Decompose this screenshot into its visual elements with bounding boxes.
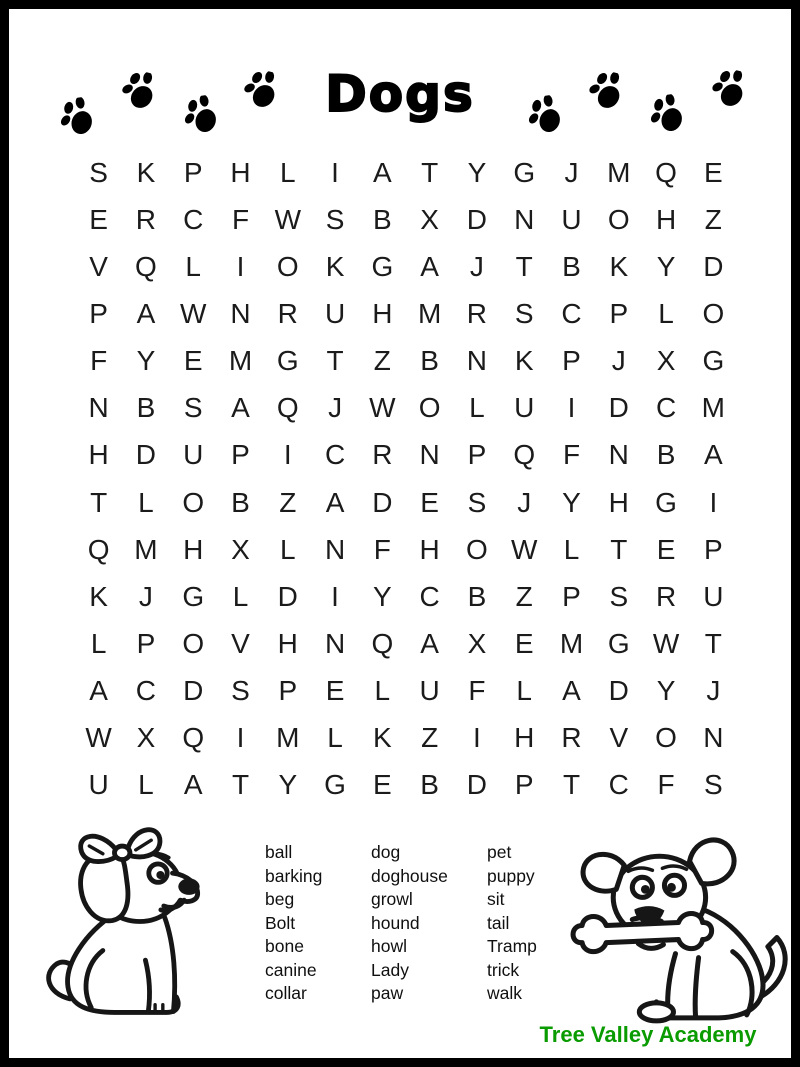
grid-letter: M <box>607 156 631 188</box>
grid-letter: Q <box>276 392 299 424</box>
grid-letter: T <box>704 627 722 659</box>
grid-letter: S <box>609 580 629 612</box>
grid-letter: H <box>655 203 677 235</box>
grid-letter: B <box>562 250 581 282</box>
grid-letter: C <box>183 203 204 235</box>
grid-letter: F <box>231 203 250 235</box>
grid-letter: P <box>89 297 108 329</box>
grid-letter: W <box>652 627 680 659</box>
grid-letter: I <box>331 156 339 188</box>
grid-letter: H <box>608 486 629 518</box>
word-list-item: walk <box>487 983 523 1003</box>
grid-letter: Z <box>421 722 439 754</box>
grid-letter: G <box>276 345 299 377</box>
grid-letter: U <box>419 675 440 707</box>
grid-letter: S <box>231 675 250 707</box>
grid-letter: R <box>561 722 582 754</box>
grid-letter: H <box>514 722 535 754</box>
grid-letter: A <box>704 439 723 471</box>
grid-letter: H <box>372 297 393 329</box>
grid-letter: K <box>325 250 345 282</box>
grid-letter: S <box>325 203 345 235</box>
grid-letter: P <box>231 439 250 471</box>
grid-letter: L <box>138 486 154 518</box>
grid-letter: J <box>611 345 626 377</box>
grid-letter: X <box>467 627 487 659</box>
grid-letter: O <box>702 297 725 329</box>
grid-letter: O <box>607 203 630 235</box>
word-list-item: pet <box>487 842 512 862</box>
grid-letter: I <box>236 722 245 754</box>
word-list-item: Bolt <box>265 912 296 933</box>
word-list-item: barking <box>265 865 323 886</box>
grid-letter: T <box>515 250 533 282</box>
grid-letter: E <box>656 533 676 565</box>
grid-letter: F <box>657 769 675 801</box>
grid-letter: F <box>468 675 486 707</box>
grid-letter: G <box>324 769 346 801</box>
grid-letter: L <box>138 769 154 801</box>
grid-letter: D <box>703 250 724 282</box>
grid-letter: X <box>136 722 156 754</box>
grid-letter: Q <box>655 156 677 188</box>
grid-letter: A <box>325 486 345 518</box>
word-list-item: bone <box>265 936 304 956</box>
grid-letter: B <box>420 769 439 801</box>
grid-letter: C <box>561 297 582 329</box>
grid-letter: K <box>514 345 534 377</box>
grid-letter: Q <box>87 533 110 565</box>
grid-letter: A <box>183 769 203 801</box>
grid-letter: D <box>466 769 488 801</box>
grid-letter: K <box>136 156 156 188</box>
grid-letter: Q <box>135 250 157 282</box>
grid-letter: H <box>277 627 298 659</box>
grid-letter: D <box>135 439 157 471</box>
grid-letter: E <box>183 345 203 377</box>
grid-letter: L <box>563 533 580 565</box>
word-list-item: hound <box>371 912 420 933</box>
grid-letter: U <box>324 297 346 329</box>
grid-letter: W <box>510 533 538 565</box>
grid-letter: A <box>420 250 439 282</box>
grid-letter: G <box>702 345 725 377</box>
grid-letter: L <box>374 675 391 707</box>
grid-letter: L <box>185 250 201 282</box>
grid-letter: C <box>419 580 440 612</box>
grid-letter: K <box>89 580 108 612</box>
grid-letter: S <box>183 392 203 424</box>
grid-letter: P <box>467 439 487 471</box>
word-list-item: doghouse <box>371 865 448 886</box>
grid-letter: S <box>89 156 108 188</box>
grid-letter: I <box>709 486 718 518</box>
grid-letter: D <box>183 675 204 707</box>
word-list-item: trick <box>487 959 520 980</box>
grid-letter: R <box>135 203 157 235</box>
word-list-item: puppy <box>487 865 535 886</box>
grid-letter: N <box>88 392 109 424</box>
grid-letter: E <box>514 627 534 659</box>
grid-letter: I <box>331 580 339 612</box>
grid-letter: B <box>373 203 392 235</box>
grid-letter: N <box>466 345 488 377</box>
grid-letter: P <box>278 675 298 707</box>
grid-letter: V <box>609 722 629 754</box>
grid-letter: T <box>421 156 439 188</box>
grid-letter: O <box>276 250 299 282</box>
grid-letter: I <box>236 250 245 282</box>
grid-letter: A <box>373 156 392 188</box>
grid-letter: O <box>655 722 677 754</box>
grid-letter: M <box>559 627 584 659</box>
grid-letter: E <box>89 203 108 235</box>
grid-letter: E <box>325 675 345 707</box>
grid-letter: X <box>231 533 250 565</box>
grid-letter: C <box>135 675 157 707</box>
grid-letter: J <box>138 580 153 612</box>
grid-letter: P <box>562 345 581 377</box>
grid-letter: K <box>609 250 629 282</box>
grid-letter: L <box>279 156 296 188</box>
grid-letter: H <box>230 156 251 188</box>
grid-letter: B <box>467 580 487 612</box>
word-list-column <box>371 841 448 1006</box>
grid-letter: J <box>469 250 484 282</box>
grid-letter: L <box>469 392 485 424</box>
word-list-item: beg <box>265 889 295 909</box>
grid-letter: P <box>183 156 203 188</box>
grid-letter: C <box>655 392 677 424</box>
grid-letter: A <box>231 392 250 424</box>
grid-letter: B <box>420 345 439 377</box>
grid-letter: P <box>609 297 629 329</box>
word-list-item: ball <box>265 842 293 862</box>
grid-letter: H <box>183 533 204 565</box>
grid-letter: G <box>371 250 394 282</box>
grid-letter: R <box>466 297 488 329</box>
grid-letter: O <box>418 392 441 424</box>
grid-letter: H <box>419 533 440 565</box>
grid-letter: T <box>326 345 344 377</box>
grid-letter: U <box>88 769 109 801</box>
grid-letter: J <box>706 675 721 707</box>
grid-letter: Q <box>182 722 205 754</box>
grid-letter: Z <box>373 345 391 377</box>
grid-letter: F <box>90 345 108 377</box>
puppy-with-bow-illustration <box>29 817 227 1025</box>
grid-letter: G <box>513 156 536 188</box>
grid-letter: C <box>324 439 346 471</box>
grid-letter: T <box>231 769 250 801</box>
grid-letter: U <box>703 580 724 612</box>
grid-letter: V <box>231 627 250 659</box>
grid-letter: K <box>373 722 392 754</box>
grid-letter: S <box>704 769 723 801</box>
grid-letter: L <box>327 722 343 754</box>
word-list-item: dog <box>371 842 401 862</box>
puppy-with-bone-illustration <box>562 815 798 1031</box>
grid-letter: D <box>608 392 629 424</box>
grid-letter: F <box>562 439 581 471</box>
grid-letter: P <box>704 533 723 565</box>
word-list-item: sit <box>487 889 505 909</box>
grid-letter: Y <box>278 769 298 801</box>
grid-letter: D <box>372 486 393 518</box>
grid-letter: M <box>701 392 725 424</box>
grid-letter: S <box>514 297 534 329</box>
grid-letter: M <box>417 297 442 329</box>
grid-letter: L <box>516 675 532 707</box>
grid-letter: L <box>232 580 249 612</box>
grid-letter: N <box>608 439 629 471</box>
page-title: Dogs <box>325 65 475 123</box>
grid-letter: W <box>369 392 396 424</box>
word-list-item: Lady <box>371 959 409 980</box>
grid-letter: R <box>277 297 298 329</box>
credit-text: Tree Valley Academy <box>539 1022 757 1047</box>
grid-letter: X <box>656 345 676 377</box>
grid-letter: A <box>420 627 439 659</box>
grid-letter: Z <box>515 580 533 612</box>
grid-letter: Y <box>373 580 392 612</box>
grid-letter: A <box>136 297 156 329</box>
grid-letter: N <box>230 297 251 329</box>
grid-letter: N <box>703 722 724 754</box>
grid-letter: P <box>514 769 534 801</box>
grid-letter: N <box>324 627 346 659</box>
grid-letter: M <box>228 345 253 377</box>
grid-letter: I <box>567 392 576 424</box>
grid-letter: N <box>514 203 535 235</box>
grid-letter: G <box>655 486 677 518</box>
grid-letter: I <box>473 722 481 754</box>
grid-letter: D <box>608 675 629 707</box>
grid-letter: W <box>179 297 207 329</box>
grid-letter: U <box>561 203 582 235</box>
grid-letter: U <box>183 439 204 471</box>
grid-letter: J <box>328 392 343 424</box>
word-list-item: collar <box>265 983 307 1003</box>
grid-letter: S <box>467 486 487 518</box>
grid-letter: P <box>562 580 581 612</box>
word-list-item: growl <box>371 889 413 909</box>
grid-letter: W <box>85 722 112 754</box>
grid-letter: M <box>276 722 300 754</box>
grid-letter: Y <box>562 486 581 518</box>
grid-letter: F <box>373 533 391 565</box>
grid-letter: Y <box>467 156 487 188</box>
grid-letter: O <box>466 533 488 565</box>
grid-letter: X <box>420 203 439 235</box>
grid-letter: N <box>419 439 440 471</box>
grid-letter: U <box>514 392 535 424</box>
grid-letter: L <box>279 533 296 565</box>
grid-letter: P <box>136 627 156 659</box>
grid-letter: O <box>182 486 205 518</box>
grid-letter: J <box>564 156 579 188</box>
grid-letter: Y <box>656 250 676 282</box>
grid-letter: Q <box>513 439 536 471</box>
grid-letter: A <box>562 675 581 707</box>
word-list-column <box>487 841 537 1006</box>
grid-letter: Q <box>371 627 394 659</box>
word-list-item: Tramp <box>487 936 537 956</box>
grid-letter: H <box>88 439 109 471</box>
grid-letter: D <box>277 580 298 612</box>
grid-letter: Z <box>279 486 297 518</box>
grid-letter: E <box>704 156 723 188</box>
grid-letter: I <box>283 439 292 471</box>
word-list-column <box>265 841 322 1006</box>
grid-letter: M <box>134 533 158 565</box>
grid-letter: L <box>658 297 674 329</box>
grid-letter: B <box>656 439 676 471</box>
grid-letter: J <box>517 486 532 518</box>
grid-letter: Y <box>136 345 156 377</box>
grid-letter: Z <box>704 203 722 235</box>
grid-letter: T <box>562 769 581 801</box>
word-list-item: paw <box>371 983 404 1003</box>
word-search-grid <box>75 149 737 809</box>
grid-letter: E <box>420 486 439 518</box>
grid-letter: T <box>610 533 628 565</box>
word-list-item: howl <box>371 936 407 956</box>
word-list-item: tail <box>487 912 510 933</box>
grid-letter: E <box>373 769 392 801</box>
grid-letter: C <box>608 769 629 801</box>
grid-letter: N <box>324 533 346 565</box>
grid-letter: D <box>466 203 488 235</box>
grid-letter: V <box>89 250 108 282</box>
grid-letter: R <box>372 439 393 471</box>
grid-letter: R <box>655 580 677 612</box>
grid-letter: T <box>90 486 108 518</box>
word-list-item: canine <box>265 959 317 980</box>
grid-letter: B <box>136 392 156 424</box>
grid-letter: L <box>90 627 107 659</box>
grid-letter: G <box>182 580 205 612</box>
grid-letter: A <box>89 675 108 707</box>
grid-letter: Y <box>656 675 676 707</box>
grid-letter: O <box>182 627 205 659</box>
grid-letter: W <box>274 203 301 235</box>
grid-letter: G <box>607 627 630 659</box>
grid-letter: B <box>231 486 250 518</box>
